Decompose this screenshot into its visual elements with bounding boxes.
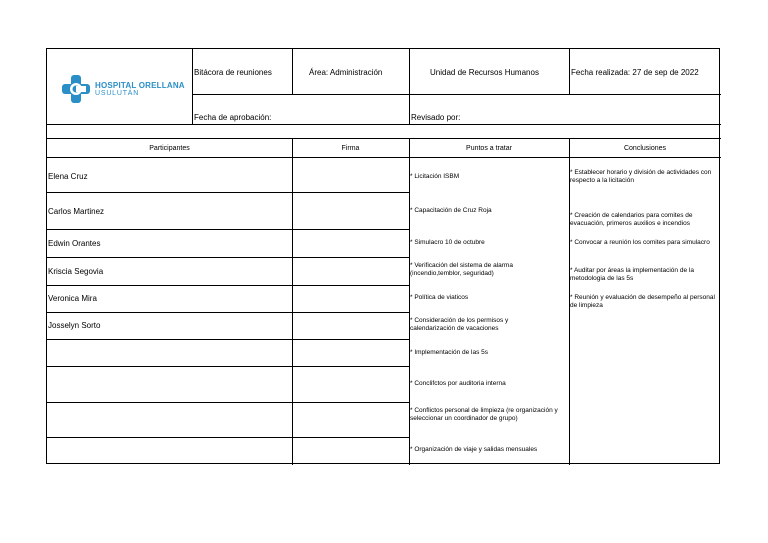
divider xyxy=(47,285,409,286)
agenda-item: * Simulacro 10 de octubre xyxy=(410,239,485,246)
agenda-item: * Licitación ISBM xyxy=(410,173,460,180)
cross-logo-icon xyxy=(61,74,91,104)
agenda-item: * Implementación de las 5s xyxy=(410,349,489,356)
divider xyxy=(292,138,293,465)
participant-name: Kriscia Segovia xyxy=(48,267,104,276)
divider xyxy=(47,257,409,258)
divider xyxy=(47,339,409,340)
divider xyxy=(47,192,409,193)
agenda-item: * Conflictos personal de limpieza (re organización y seleccionar un coordinador de grupo) xyxy=(410,407,558,422)
participant-name: Elena Cruz xyxy=(48,172,88,181)
participant-name: Edwin Orantes xyxy=(48,239,101,248)
agenda-item: * Política de viaticos xyxy=(410,294,469,301)
col-conclusiones: Conclusiones xyxy=(623,145,667,152)
divider xyxy=(47,229,409,230)
conclusion-item: * Convocar a reunión los comites para simulacro xyxy=(570,239,710,246)
divider xyxy=(47,312,409,313)
participant-name: Josselyn Sorto xyxy=(48,321,101,330)
divider xyxy=(47,138,721,139)
divider xyxy=(47,157,721,158)
conclusion-item: * Auditar por áreas la implementación de la metodologia de las 5s xyxy=(570,267,694,282)
area-label: Área: Administración xyxy=(309,68,383,77)
divider xyxy=(409,49,410,124)
agenda-item: * Conclifctos por auditoria interna xyxy=(410,380,506,387)
participant-name: Veronica Mira xyxy=(48,294,97,303)
divider xyxy=(569,49,570,94)
divider xyxy=(47,366,409,367)
fecha-realizada: Fecha realizada: 27 de sep de 2022 xyxy=(571,68,699,77)
agenda-item: * Consideración de los permisos y calendarización de vacaciones xyxy=(410,317,509,332)
divider xyxy=(47,437,409,438)
unidad-label: Unidad de Recursos Humanos xyxy=(430,68,539,77)
participant-name: Carlos Martinez xyxy=(48,207,105,216)
divider xyxy=(192,49,193,124)
bitacora-label: Bitácora de reuniones xyxy=(194,68,272,77)
agenda-item: * Capacitación de Cruz Roja xyxy=(410,207,492,214)
fecha-aprobacion: Fecha de aprobación: xyxy=(194,113,272,122)
brand-city: USULUTÁN xyxy=(95,90,140,97)
divider xyxy=(292,49,293,94)
conclusion-item: * Reunión y evaluación de desempeño al personal de limpieza xyxy=(570,294,715,309)
divider xyxy=(192,94,721,95)
agenda-item: * Verificación del sistema de alarma (incendio,temblor, seguridad) xyxy=(410,262,513,277)
revisado-por: Revisado por: xyxy=(411,113,461,122)
divider xyxy=(47,402,409,403)
meeting-log-sheet xyxy=(46,48,720,464)
agenda-item: * Organización de viaje y salidas mensuales xyxy=(410,446,538,453)
col-firma: Firma xyxy=(341,145,360,152)
col-puntos: Puntos a tratar xyxy=(466,145,512,152)
brand-name: HOSPITAL ORELLANA xyxy=(95,81,185,90)
col-participantes: Participantes xyxy=(149,145,190,152)
conclusion-item: * Creación de calendarios para comites de evacuación, primeros auxilios e incendios xyxy=(570,212,693,227)
divider xyxy=(47,124,721,125)
conclusion-item: * Establecer horario y división de actividades con respecto a la licitación xyxy=(570,169,712,184)
hospital-logo xyxy=(61,74,185,104)
